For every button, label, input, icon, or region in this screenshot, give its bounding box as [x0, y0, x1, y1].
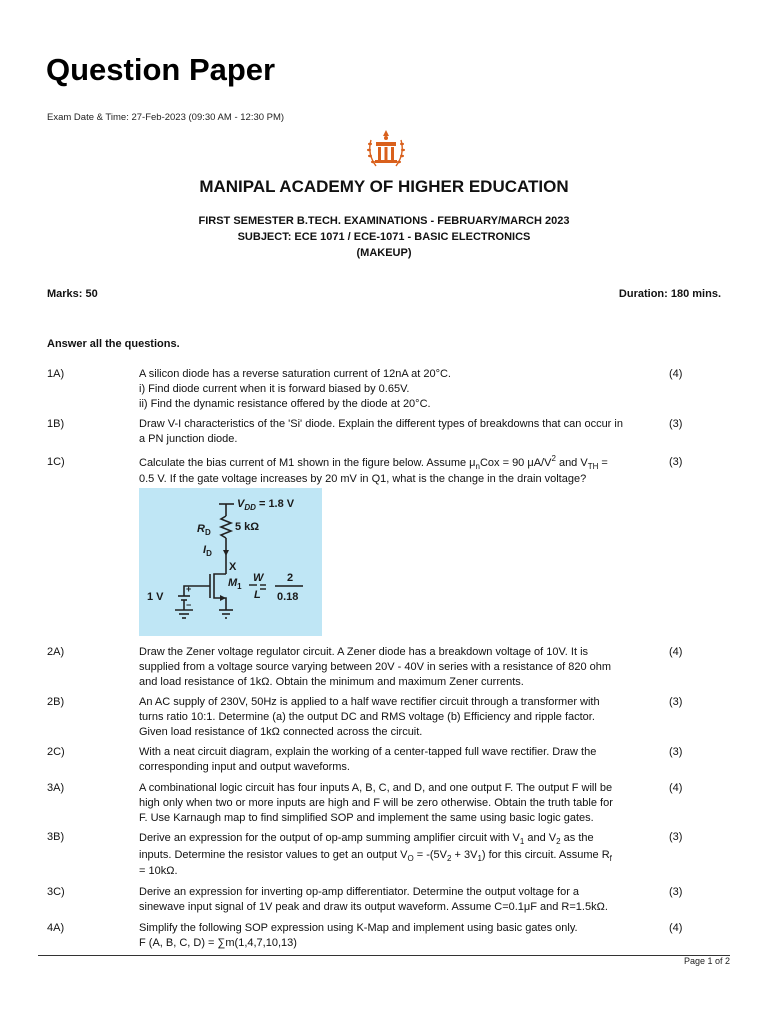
university-logo	[362, 128, 410, 172]
circuit-figure	[139, 488, 322, 636]
question-text	[139, 745, 667, 775]
question-line: corresponding input and output waveforms.	[139, 761, 350, 773]
question-line: i) Find diode current when it is forward biased by 0.65V.	[139, 383, 410, 395]
vin-label: 1 V	[147, 591, 164, 603]
question-line: Given load resistance of 1kΩ connected across the circuit.	[139, 726, 423, 738]
marks-total: Marks: 50	[47, 288, 98, 300]
exam-date-time: Exam Date & Time: 27-Feb-2023 (09:30 AM - 12:30 PM)	[47, 112, 285, 123]
question-line: supplied from a voltage source varying between 20V - 40V in series with a resistance of 820 ohm	[139, 661, 612, 673]
l-label: L	[254, 589, 261, 601]
page-title: Question Paper	[46, 52, 276, 87]
ratio-denominator: 0.18	[277, 591, 299, 603]
question-text	[139, 885, 667, 915]
question-line: Draw V-I characteristics of the 'Si' diode. Explain the different types of breakdowns that can occur in	[139, 418, 623, 430]
question-marks: (3)	[669, 696, 683, 708]
question-line: ii) Find the dynamic resistance offered by the diode at 20°C.	[139, 398, 431, 410]
question-line: 0.5 V. If the gate voltage increases by 20 mV in Q1, what is the change in the drain voltage?	[139, 473, 587, 485]
question-line: A silicon diode has a reverse saturation current of 12nA at 20°C.	[139, 368, 451, 380]
question-line: A combinational logic circuit has four inputs A, B, C, and D, and one output F. The output F will be	[139, 782, 613, 794]
subject-line: SUBJECT: ECE 1071 / ECE-1071 - BASIC ELECTRONICS	[237, 231, 531, 243]
question-line: Derive an expression for inverting op-amp differentiator. Determine the output voltage for a	[139, 886, 580, 898]
session-line: (MAKEUP)	[356, 247, 412, 259]
page-number: Page 1 of 2	[683, 956, 730, 966]
ratio-numerator: 2	[287, 572, 294, 584]
question-text	[139, 830, 667, 879]
question-line: a PN junction diode.	[139, 433, 238, 445]
duration: Duration: 180 mins.	[618, 288, 721, 300]
question-line: = 10kΩ.	[139, 865, 178, 877]
question-line: Calculate the bias current of M1 shown in the figure below. Assume $\mu_nCox = 90$ $\mu A/V^2$ and $V_{TH}$ =	[139, 454, 608, 471]
question-line: Draw the Zener voltage regulator circuit. A Zener diode has a breakdown voltage of 10V. It is	[139, 646, 589, 658]
question-number: 4A)	[47, 922, 65, 934]
question-text	[139, 781, 667, 826]
question-number: 1B)	[47, 418, 65, 430]
rd-value: 5 kΩ	[235, 521, 260, 533]
question-line: and load resistance of 1kΩ. Obtain the minimum and maximum Zener currents.	[139, 676, 524, 688]
question-number: 2A)	[47, 646, 65, 658]
question-line: high only when two or more inputs are high and F will be zero otherwise. Obtain the truth table for	[139, 797, 613, 809]
question-number: 3B)	[47, 831, 65, 843]
question-text	[139, 417, 667, 447]
institution-name: MANIPAL ACADEMY OF HIGHER EDUCATION	[199, 177, 569, 196]
question-text	[139, 367, 667, 412]
plus-sign: +	[186, 584, 192, 594]
question-number: 2C)	[47, 746, 65, 758]
m1-label: $M_1$	[228, 577, 242, 591]
question-text	[139, 695, 667, 740]
question-marks: (4)	[669, 922, 683, 934]
question-line: inputs. Determine the resistor values to get an output $V_O = -(5V_2 + 3V_1)$ for this circuit. Assume $R_f$	[139, 849, 612, 863]
question-number: 3C)	[47, 886, 65, 898]
question-marks: (4)	[669, 646, 683, 658]
question-line: F (A, B, C, D) = ∑m(1,4,7,10,13)	[139, 937, 297, 949]
question-marks: (3)	[669, 456, 683, 468]
question-line: With a neat circuit diagram, explain the working of a center-tapped full wave rectifier. Draw the	[139, 746, 597, 758]
x-node-label: X	[229, 561, 237, 573]
question-line: F. Use Karnaugh map to find simplified SOP and implement the same using basic logic gates.	[139, 812, 594, 824]
question-marks: (3)	[669, 831, 683, 843]
question-line: sinewave input signal of 1V peak and draw its output waveform. Assume C=0.1μF and R=1.5kΩ.	[139, 901, 608, 913]
question-marks: (4)	[669, 368, 683, 380]
question-number: 1C)	[47, 456, 65, 468]
question-marks: (3)	[669, 886, 683, 898]
question-number: 3A)	[47, 782, 65, 794]
vdd-label: $V_{DD} = 1.8$ V	[237, 498, 295, 512]
question-number: 1A)	[47, 368, 65, 380]
question-line: turns ratio 10:1. Determine (a) the output DC and RMS voltage (b) Efficiency and ripple factor.	[139, 711, 595, 723]
instructions: Answer all the questions.	[47, 338, 180, 350]
rd-label: $R_D$	[197, 523, 211, 537]
question-text	[139, 645, 667, 690]
question-marks: (4)	[669, 782, 683, 794]
exam-line: FIRST SEMESTER B.TECH. EXAMINATIONS - FEBRUARY/MARCH 2023	[198, 215, 570, 227]
question-line: Derive an expression for the output of op-amp summing amplifier circuit with $V_1$ and $V_2$ as the	[139, 832, 594, 846]
footer-divider	[38, 955, 730, 956]
question-text	[139, 921, 667, 951]
w-label: W	[253, 572, 264, 584]
question-marks: (3)	[669, 746, 683, 758]
question-line: Simplify the following SOP expression using K-Map and implement using basic gates only.	[139, 922, 578, 934]
question-text	[139, 455, 667, 487]
question-marks: (3)	[669, 418, 683, 430]
question-number: 2B)	[47, 696, 65, 708]
id-label: $I_D$	[203, 544, 212, 558]
question-line: An AC supply of 230V, 50Hz is applied to a half wave rectifier circuit through a transformer with	[139, 696, 600, 708]
minus-sign: −	[186, 600, 192, 610]
